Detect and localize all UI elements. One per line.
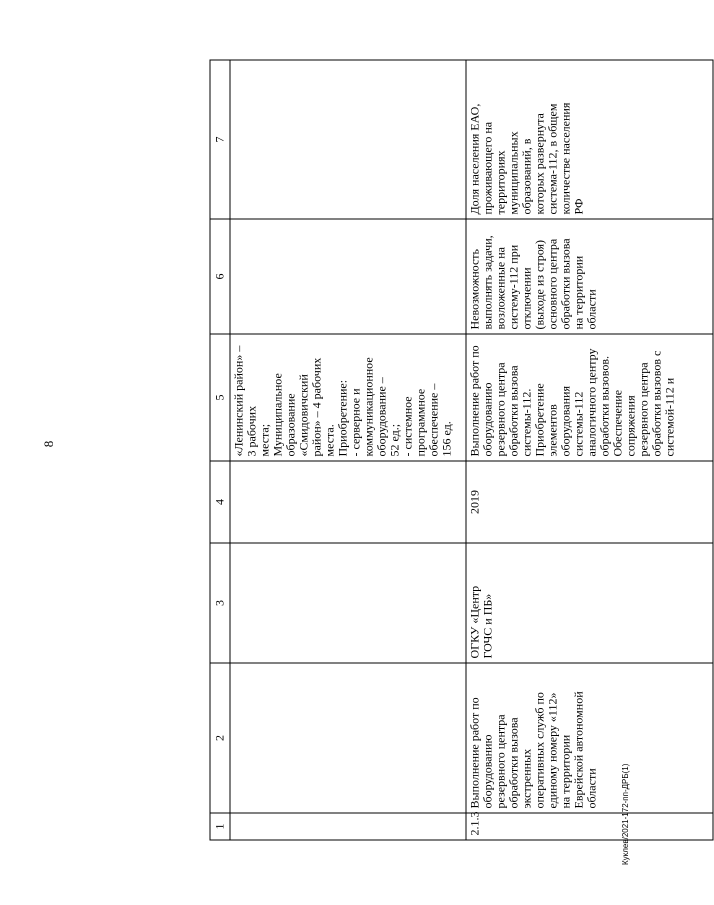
- row2-consequence-cell: [466, 219, 713, 334]
- row1-result-line: 156 ед.: [439, 421, 454, 457]
- row1-result-line: образование: [283, 393, 298, 457]
- table-row: [466, 60, 713, 840]
- row2-measure-line: оперативных служб по: [532, 692, 547, 809]
- row1-result-line: обеспечение –: [426, 383, 441, 457]
- row2-measure-line: обработки вызова: [506, 717, 521, 809]
- row1-indicator-cell: [230, 60, 466, 219]
- row2-result-line: Приобретение: [532, 383, 547, 457]
- row2-consequence-line: возложенные на: [493, 247, 508, 330]
- row2-measure-line: Еврейской автономной: [571, 691, 586, 809]
- row2-result-line: обработки вызовов с: [649, 350, 664, 457]
- row2-indicator-line: РФ: [571, 198, 586, 215]
- row2-number-cell: 2.1.3: [466, 813, 713, 840]
- footer-code: Куклев/2021-172-пп-ДРБ(1): [621, 763, 630, 865]
- row1-result-cell: [230, 334, 466, 461]
- row2-result-line: оборудованию: [480, 382, 495, 457]
- row2-result-line: обработки вызова: [506, 365, 521, 457]
- row2-measure-line: единому номеру «112»: [545, 692, 560, 809]
- row1-result-line: коммуникационное: [361, 357, 376, 457]
- row1-number-cell: [230, 813, 466, 840]
- row2-consequence-line: отключении: [519, 267, 534, 330]
- row2-result-line: Выполнение работ по: [467, 345, 482, 457]
- row2-executor-line: ГОЧС и ПБ»: [480, 593, 495, 659]
- row1-result-line: - системное: [400, 396, 415, 457]
- header-row: [210, 60, 230, 840]
- row1-result-line: 52 ед.;: [387, 423, 402, 457]
- row2-result-line: обработки вызовов.: [597, 355, 612, 457]
- row1-result-line: оборудование –: [374, 377, 389, 457]
- row1-measure-cell: [230, 663, 466, 813]
- header-cell-5: 5: [210, 334, 230, 461]
- row2-indicator-cell: [466, 60, 713, 219]
- row2-result-line: резервного центра: [636, 362, 651, 457]
- row2-result-line: Обеспечение: [610, 389, 625, 457]
- row1-year-cell: [230, 461, 466, 543]
- row2-consequence-line: обработки вызова: [558, 238, 573, 330]
- row2-consequence-line: систему-112 при: [506, 244, 521, 330]
- row1-result-line: места.: [322, 424, 337, 457]
- row2-result-line: аналогичного центру: [584, 348, 599, 457]
- table-row: [230, 60, 466, 840]
- row2-indicator-line: которых развернута: [532, 113, 547, 215]
- row2-executor-cell: [466, 543, 713, 663]
- program-table: [210, 60, 714, 841]
- row2-measure-line: экстренных: [519, 748, 534, 809]
- row2-measure-line: оборудованию: [480, 734, 495, 809]
- row1-result-line: «Ленинский район» –: [231, 345, 246, 457]
- row2-consequence-line: на территории: [571, 255, 586, 330]
- row2-consequence-line: области: [584, 289, 599, 330]
- row2-measure-line: Выполнение работ по: [467, 697, 482, 809]
- row2-result-line: системой-112 и: [662, 377, 677, 457]
- row2-indicator-line: образований, в: [519, 138, 534, 215]
- row1-result-line: программное: [413, 388, 428, 457]
- row2-result-line: резервного центра: [493, 362, 508, 457]
- row1-consequence-cell: [230, 219, 466, 334]
- header-cell-6: 6: [210, 219, 230, 334]
- row2-year-cell: 2019: [466, 461, 713, 543]
- row1-result-line: район» – 4 рабочих: [309, 357, 324, 457]
- row2-consequence-line: выполнять задачи,: [480, 235, 495, 330]
- header-cell-3: 3: [210, 543, 230, 663]
- row2-indicator-line: количестве населения: [558, 102, 573, 215]
- row2-result-cell: [466, 334, 713, 461]
- header-cell-4: 4: [210, 461, 230, 543]
- row2-measure-line: резервного центра: [493, 714, 508, 809]
- row2-result-line: системы-112: [571, 391, 586, 457]
- row2-result-line: элементов: [545, 404, 560, 457]
- row2-indicator-line: Доля населения ЕАО,: [467, 103, 482, 215]
- row1-result-line: места;: [257, 423, 272, 457]
- row2-consequence-line: Невозможность: [467, 249, 482, 330]
- row1-result-line: - серверное и: [348, 388, 363, 457]
- row1-executor-cell: [230, 543, 466, 663]
- row2-indicator-line: территориях: [493, 150, 508, 215]
- row2-consequence-line: основного центра: [545, 238, 560, 330]
- row2-indicator-line: муниципальных: [506, 131, 521, 215]
- row2-executor-line: ОГКУ «Центр: [467, 585, 482, 659]
- header-cell-1: 1: [210, 813, 230, 840]
- row2-indicator-line: проживающего на: [480, 121, 495, 215]
- row2-result-line: системы-112.: [519, 388, 534, 457]
- header-cell-7: 7: [210, 60, 230, 219]
- row2-indicator-line: система-112, в общем: [545, 103, 560, 215]
- page-number: 8: [41, 440, 56, 448]
- row1-result-line: Муниципальное: [270, 373, 285, 457]
- row1-result-line: Приобретение:: [335, 379, 350, 457]
- row2-result-line: оборудования: [558, 386, 573, 457]
- row1-result-line: «Смидовичский: [296, 374, 311, 457]
- row2-result-line: сопряжения: [623, 395, 638, 457]
- row2-measure-line: области: [584, 768, 599, 809]
- row1-result-line: 3 рабочих: [244, 405, 259, 457]
- header-cell-2: 2: [210, 663, 230, 813]
- row2-measure-line: на территории: [558, 734, 573, 809]
- row2-measure-cell: [466, 663, 713, 813]
- row2-consequence-line: (выходе из строя): [532, 239, 547, 330]
